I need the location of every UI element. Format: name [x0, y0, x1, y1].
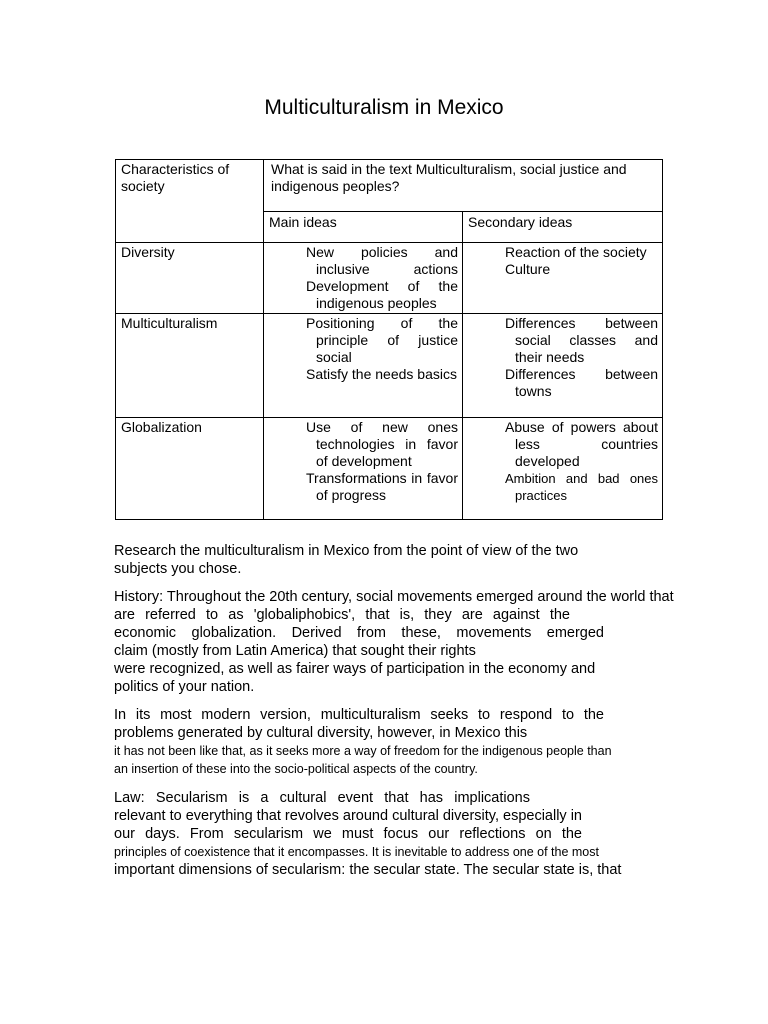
list-item: Differences between towns — [505, 366, 659, 399]
list-item: Positioning of the principle of justice social — [306, 315, 458, 365]
row-label: Multiculturalism — [116, 314, 264, 418]
research-paragraph: Research the multiculturalism in Mexico from the point of view of the two subjects you chose. — [114, 543, 579, 577]
page-title: Multiculturalism in Mexico — [264, 96, 504, 119]
row-label: Globalization — [116, 418, 264, 520]
list-item: Culture — [505, 261, 551, 277]
law-paragraph: Law: Secularism is a cultural event that has implications relevant to everything that revolves around cultural diversity, especially in our days. From secularism we must focus our reflections on the principles of coexistence that it encompasses. It is inevitable to address one of the most important dimensions of secularism: the secular state. The secular state is, that — [114, 790, 622, 878]
row-label: Diversity — [116, 243, 264, 314]
table-row — [116, 418, 663, 520]
list-item: Ambition and bad ones practices — [505, 471, 659, 503]
col2-header: What is said in the text Multiculturalism, social justice and indigenous peoples? — [264, 160, 663, 212]
secondary-ideas-header: Secondary ideas — [463, 212, 663, 243]
list-item: Development of the indigenous peoples — [306, 278, 458, 311]
list-item: Reaction of the society — [505, 244, 647, 260]
list-item: Differences between social classes and their needs — [505, 315, 659, 365]
list-item: Abuse of powers about less countries developed — [505, 419, 659, 469]
main-ideas-header: Main ideas — [264, 212, 463, 243]
list-item: Use of new ones technologies in favor of development — [306, 419, 458, 469]
list-item: New policies and inclusive actions — [306, 244, 458, 277]
col1-header: Characteristics of society — [116, 160, 264, 243]
list-item: Satisfy the needs basics — [306, 366, 457, 382]
history-paragraph: History: Throughout the 20th century, social movements emerged around the world that are referred to as 'globaliphobics', that is, they are against the economic globalization. Derived from these, movements emerged claim (mostly from Latin America) that sought their rights were recognized, as well as fairer ways of participation in the economy and politics of your nation. — [114, 589, 674, 695]
table-row — [116, 314, 663, 418]
list-item: Transformations in favor of progress — [306, 470, 458, 503]
table-row — [116, 243, 663, 314]
characteristics-table — [115, 159, 663, 520]
modern-paragraph: In its most modern version, multiculturalism seeks to respond to the problems generated by cultural diversity, however, in Mexico this it has not been like that, as it seeks more a way of freedom for the indigenous people than an insertion of these into the socio-political aspects of the country. — [114, 707, 612, 776]
